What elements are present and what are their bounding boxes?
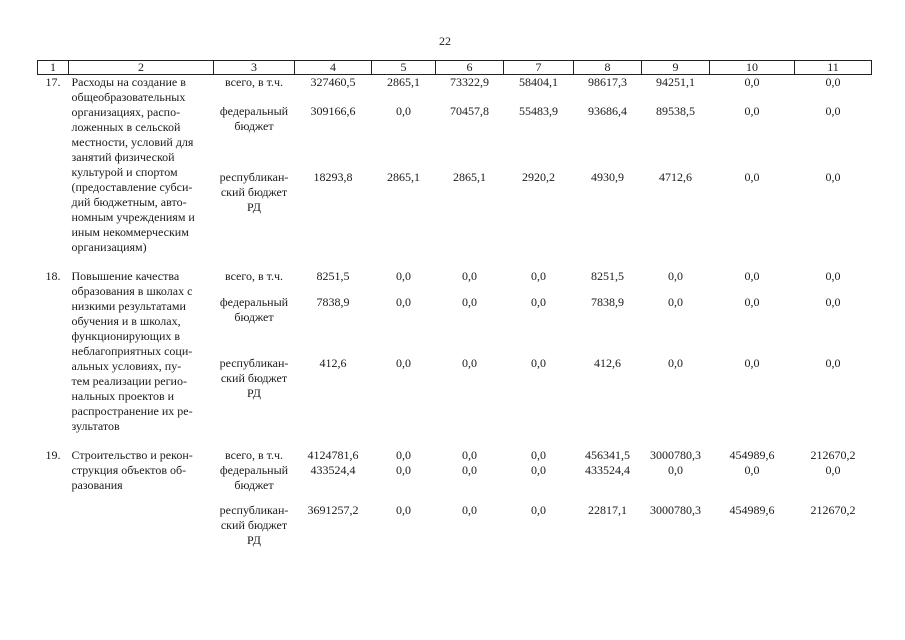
value-cell: 0,0 bbox=[531, 356, 546, 371]
value-cell: 0,0 bbox=[744, 356, 760, 371]
value-cell: 0,0 bbox=[462, 503, 477, 517]
value-cell: 0,0 bbox=[462, 294, 477, 309]
value-cell: 55483,9 bbox=[519, 103, 558, 118]
value-cell: 3000780,3 bbox=[650, 448, 701, 462]
value-cell: 93686,4 bbox=[588, 103, 627, 118]
description-line: дий бюджетным, авто- bbox=[71, 195, 187, 209]
value-cell: 0,0 bbox=[744, 269, 760, 283]
funding-source-line: РД bbox=[247, 200, 261, 215]
funding-source-line: федеральный bbox=[219, 463, 289, 477]
value-cell: 412,6 bbox=[594, 356, 621, 371]
funding-source-line: бюджет bbox=[234, 478, 274, 492]
description-line: зультатов bbox=[71, 419, 120, 433]
value-cell: 0,0 bbox=[825, 170, 841, 185]
description-line: распространение их ре- bbox=[71, 404, 193, 418]
description-line: низкими результатами bbox=[71, 299, 186, 313]
budget-table bbox=[37, 60, 872, 548]
funding-source-line: РД bbox=[247, 533, 261, 547]
value-cell: 0,0 bbox=[825, 294, 841, 309]
description-line: нальных проектов и bbox=[71, 389, 175, 403]
column-header: 3 bbox=[214, 61, 295, 75]
value-cell: 0,0 bbox=[396, 503, 411, 517]
description-line: Строительство и рекон- bbox=[71, 448, 193, 462]
value-cell: 0,0 bbox=[668, 294, 683, 309]
funding-source bbox=[214, 104, 295, 161]
row-number: 18. bbox=[45, 269, 61, 283]
page-number: 22 bbox=[439, 34, 451, 48]
value-cell: 0,0 bbox=[744, 294, 760, 309]
table-body bbox=[38, 75, 872, 549]
value-cell: 94251,1 bbox=[656, 75, 695, 89]
value-cell: 0,0 bbox=[396, 294, 411, 309]
value-cell: 0,0 bbox=[396, 269, 411, 283]
row-description bbox=[69, 269, 214, 434]
value-cell: 0,0 bbox=[531, 463, 546, 477]
value-cell: 4124781,6 bbox=[307, 448, 359, 462]
description-line: ложенных в сельской bbox=[71, 120, 181, 134]
value-cell: 0,0 bbox=[396, 356, 411, 371]
description-line: местности, условий для bbox=[71, 135, 194, 149]
value-cell: 73322,9 bbox=[450, 75, 489, 89]
description-line: Расходы на создание в bbox=[71, 75, 186, 89]
description-line: занятий физической bbox=[71, 150, 175, 164]
value-cell: 327460,5 bbox=[310, 75, 356, 89]
funding-source-line: ский бюджет bbox=[220, 185, 288, 200]
funding-source-line: федеральный bbox=[219, 294, 289, 309]
description-line: обучения и в школах, bbox=[71, 314, 181, 328]
description-line: неблагоприятных соци- bbox=[71, 344, 193, 358]
value-cell: 0,0 bbox=[668, 463, 683, 477]
description-line: иным некоммерческим bbox=[71, 225, 189, 239]
column-header: 2 bbox=[69, 61, 214, 75]
value-cell: 0,0 bbox=[744, 170, 760, 185]
value-cell: 454989,6 bbox=[729, 448, 775, 462]
funding-source bbox=[214, 269, 295, 295]
funding-source-line: бюджет bbox=[234, 309, 274, 324]
value-cell: 0,0 bbox=[744, 463, 760, 477]
value-cell: 89538,5 bbox=[656, 103, 695, 118]
value-cell: 2865,1 bbox=[387, 75, 420, 89]
value-cell: 212670,2 bbox=[810, 448, 856, 462]
value-cell: 0,0 bbox=[668, 269, 683, 283]
value-cell: 58404,1 bbox=[519, 75, 558, 89]
description-line: образования в школах с bbox=[71, 284, 193, 298]
column-header: 11 bbox=[795, 61, 872, 75]
description-line: альных условиях, пу- bbox=[71, 359, 182, 373]
description-line: общеобразовательных bbox=[71, 90, 186, 104]
column-header: 4 bbox=[295, 61, 372, 75]
value-cell: 2865,1 bbox=[453, 170, 486, 185]
funding-source-line: всего, в т.ч. bbox=[224, 269, 284, 283]
value-cell: 456341,5 bbox=[585, 448, 630, 462]
column-header: 7 bbox=[504, 61, 574, 75]
row-separator bbox=[38, 434, 872, 448]
value-cell: 8251,5 bbox=[591, 269, 624, 283]
value-cell: 309166,6 bbox=[310, 103, 356, 118]
column-header: 9 bbox=[642, 61, 710, 75]
value-cell: 0,0 bbox=[531, 294, 546, 309]
column-header: 6 bbox=[436, 61, 504, 75]
value-cell: 2865,1 bbox=[387, 170, 420, 185]
funding-source bbox=[214, 170, 295, 255]
value-cell: 0,0 bbox=[396, 103, 411, 118]
funding-source-line: всего, в т.ч. bbox=[224, 448, 284, 462]
value-cell: 7838,9 bbox=[316, 294, 350, 309]
value-cell: 0,0 bbox=[825, 356, 841, 371]
value-cell: 0,0 bbox=[825, 75, 841, 89]
value-cell: 0,0 bbox=[668, 356, 683, 371]
row-description bbox=[69, 448, 214, 548]
value-cell: 0,0 bbox=[396, 448, 411, 462]
funding-source-line: РД bbox=[247, 386, 261, 401]
value-cell: 0,0 bbox=[531, 448, 546, 462]
value-cell: 2920,2 bbox=[522, 170, 555, 185]
description-line: тем реализации регио- bbox=[71, 374, 187, 388]
value-cell: 412,6 bbox=[319, 356, 347, 371]
funding-source bbox=[214, 463, 295, 493]
column-header: 5 bbox=[372, 61, 436, 75]
table-row bbox=[38, 75, 872, 104]
funding-source bbox=[214, 448, 295, 463]
funding-source bbox=[214, 75, 295, 104]
description-line: функционирующих в bbox=[71, 329, 181, 343]
funding-source bbox=[214, 503, 295, 548]
value-cell: 0,0 bbox=[462, 269, 477, 283]
funding-source bbox=[214, 295, 295, 347]
value-cell: 0,0 bbox=[825, 463, 841, 477]
row-description bbox=[69, 75, 214, 256]
column-header: 10 bbox=[710, 61, 795, 75]
funding-source-line: федеральный bbox=[219, 103, 289, 118]
funding-source-line: ский бюджет bbox=[220, 371, 288, 386]
value-cell: 0,0 bbox=[531, 503, 546, 517]
value-cell: 0,0 bbox=[396, 463, 411, 477]
value-cell: 0,0 bbox=[462, 463, 477, 477]
funding-source-line: республикан- bbox=[219, 503, 289, 517]
funding-source-line: всего, в т.ч. bbox=[224, 75, 284, 89]
value-cell: 0,0 bbox=[531, 269, 546, 283]
funding-source-line: республикан- bbox=[219, 170, 289, 185]
description-line: номным учреждениям и bbox=[71, 210, 195, 224]
table-row bbox=[38, 269, 872, 295]
column-header: 1 bbox=[38, 61, 69, 75]
value-cell: 454989,6 bbox=[729, 503, 775, 517]
description-line: организациям) bbox=[71, 240, 147, 254]
value-cell: 4712,6 bbox=[659, 170, 692, 185]
funding-source-line: бюджет bbox=[234, 118, 274, 133]
row-number: 19. bbox=[45, 448, 61, 462]
value-cell: 4930,9 bbox=[591, 170, 624, 185]
funding-source bbox=[214, 356, 295, 434]
funding-source-line: республикан- bbox=[219, 356, 289, 371]
value-cell: 0,0 bbox=[825, 269, 841, 283]
value-cell: 433524,4 bbox=[585, 463, 630, 477]
value-cell: 3691257,2 bbox=[307, 503, 359, 517]
value-cell: 0,0 bbox=[462, 448, 477, 462]
row-number: 17. bbox=[45, 75, 61, 89]
funding-source-line: ский бюджет bbox=[220, 518, 288, 532]
value-cell: 433524,4 bbox=[310, 463, 356, 477]
row-separator bbox=[38, 255, 872, 269]
description-line: Повышение качества bbox=[71, 269, 180, 283]
value-cell: 212670,2 bbox=[810, 503, 856, 517]
value-cell: 8251,5 bbox=[316, 269, 350, 283]
value-cell: 98617,3 bbox=[588, 75, 627, 89]
value-cell: 0,0 bbox=[462, 356, 477, 371]
value-cell: 22817,1 bbox=[588, 503, 627, 517]
description-line: организациях, распо- bbox=[71, 105, 181, 119]
value-cell: 0,0 bbox=[825, 103, 841, 118]
description-line: культурой и спортом bbox=[71, 165, 178, 179]
value-cell: 0,0 bbox=[744, 75, 760, 89]
value-cell: 7838,9 bbox=[591, 294, 624, 309]
description-line: (предоставление субси- bbox=[71, 180, 193, 194]
column-header-row bbox=[38, 61, 872, 75]
value-cell: 18293,8 bbox=[313, 170, 353, 185]
value-cell: 0,0 bbox=[744, 103, 760, 118]
value-cell: 70457,8 bbox=[450, 103, 489, 118]
value-cell: 3000780,3 bbox=[650, 503, 701, 517]
table-row bbox=[38, 448, 872, 463]
description-line: струкция объектов об- bbox=[71, 463, 187, 477]
column-header: 8 bbox=[574, 61, 642, 75]
description-line: разования bbox=[71, 478, 123, 492]
